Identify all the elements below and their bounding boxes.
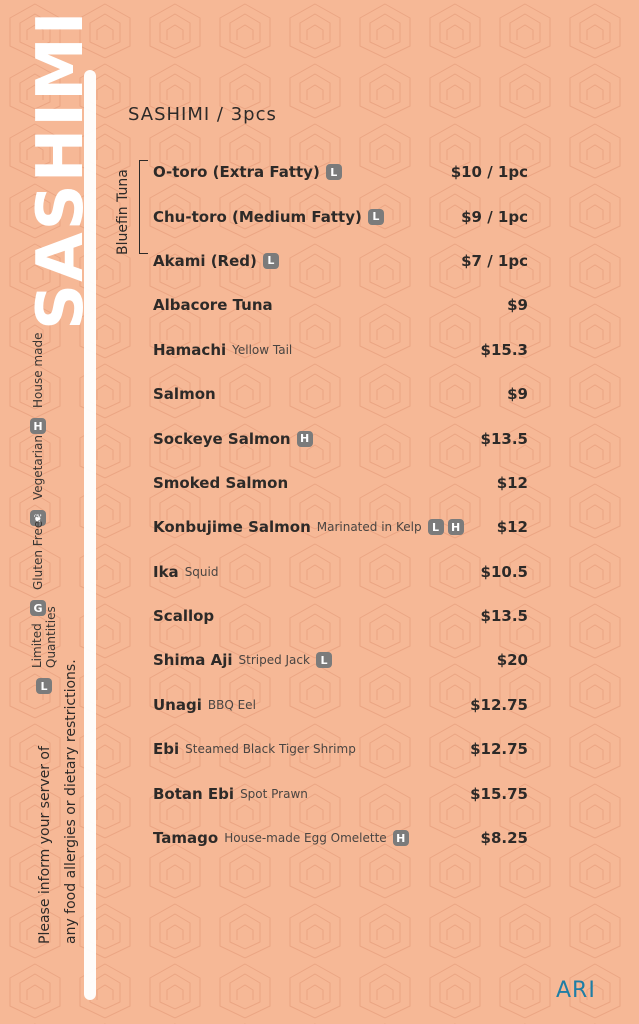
menu-item-description: Steamed Black Tiger Shrimp (185, 742, 356, 757)
bluefin-tuna-label: Bluefin Tuna (115, 169, 131, 255)
menu-item (153, 283, 528, 327)
menu-item-name: Tamago (153, 829, 219, 848)
menu-item-left (153, 163, 342, 181)
menu-item-name: Botan Ebi (153, 784, 235, 803)
menu-item (153, 461, 528, 505)
sidebar (0, 0, 100, 1024)
legend-label: Gluten Free (31, 520, 45, 590)
menu-item-name: Ika (153, 562, 179, 581)
ari-logo: ARI (556, 978, 596, 1003)
menu-item-price: $7 / 1pc (461, 251, 528, 270)
menu-item-left (153, 208, 384, 226)
menu-item-price: $9 (507, 385, 528, 404)
house-made-icon: H (393, 830, 409, 846)
menu-item-name: Sockeye Salmon (153, 429, 291, 448)
menu-item (153, 550, 528, 594)
menu-item-description: Spot Prawn (240, 786, 308, 801)
allergy-notice-line1: Please inform your server of (37, 746, 53, 944)
vegetarian-leaf-icon: ❦ (30, 510, 46, 526)
menu-item (153, 727, 528, 771)
limited-quantities-icon: L (316, 652, 332, 668)
menu-item (153, 328, 528, 372)
menu-item-left (153, 696, 256, 714)
menu-item-name: Unagi (153, 695, 202, 714)
menu-item-left (153, 785, 308, 803)
menu-item-name: Konbujime Salmon (153, 518, 311, 537)
menu-item-name: Ebi (153, 740, 180, 759)
menu-item-name: Hamachi (153, 340, 227, 359)
menu-item-left (153, 385, 216, 403)
menu-item-left (153, 341, 292, 359)
limited-quantities-icon: L (326, 164, 342, 180)
menu-item-price: $12.75 (470, 740, 528, 759)
side-title: SASHIMI (24, 9, 98, 330)
menu-item-price: $15.75 (470, 784, 528, 803)
menu-item-price: $13.5 (480, 607, 528, 626)
menu-item-price: $13.5 (480, 429, 528, 448)
menu-item-description: Squid (184, 564, 219, 579)
menu-item (153, 150, 528, 194)
legend-vegetarian (30, 435, 46, 526)
menu-item-left (153, 252, 279, 270)
menu-item-left (153, 518, 464, 536)
section-title: SASHIMI / 3pcs (128, 104, 277, 125)
house-made-icon: H (297, 431, 313, 447)
menu-item (153, 816, 528, 860)
menu-item-price: $12 (496, 473, 528, 492)
menu-item-price: $9 / 1pc (461, 207, 528, 226)
menu-item-left (153, 651, 332, 669)
menu-item-price: $8.25 (480, 829, 528, 848)
menu-item-left (153, 430, 313, 448)
legend-label: Vegetarian (31, 435, 45, 500)
menu-item (153, 416, 528, 460)
menu-item-price: $9 (507, 296, 528, 315)
menu-item-name: Albacore Tuna (153, 296, 273, 315)
menu-item-description: Yellow Tail (232, 342, 293, 357)
menu-item (153, 372, 528, 416)
menu-item (153, 638, 528, 682)
menu-item-left (153, 607, 214, 625)
menu-item-description: BBQ Eel (207, 697, 256, 712)
menu-items (153, 150, 528, 860)
menu-item-name: Akami (Red) (153, 251, 257, 270)
menu-item-left (153, 829, 409, 847)
menu-item (153, 771, 528, 815)
menu-item-price: $12 (496, 518, 528, 537)
allergy-notice (32, 659, 84, 944)
menu-item-price: $20 (496, 651, 528, 670)
limited-quantities-icon: L (263, 253, 279, 269)
gluten-free-icon: G (30, 600, 46, 616)
menu-item-name: Scallop (153, 607, 215, 626)
limited-quantities-icon: L (428, 519, 444, 535)
menu-item-name: Salmon (153, 385, 216, 404)
menu-item (153, 505, 528, 549)
menu-item (153, 239, 528, 283)
menu-item-name: O-toro (Extra Fatty) (153, 163, 320, 182)
menu-item-price: $10 / 1pc (450, 163, 528, 182)
menu-item-left (153, 740, 356, 758)
menu-item-left (153, 563, 218, 581)
legend-label: Limited Quantities (30, 606, 58, 668)
menu-item-price: $15.3 (480, 340, 528, 359)
allergy-notice-line2: any food allergies or dietary restrictions. (63, 659, 79, 944)
house-made-icon: H (30, 418, 46, 434)
menu-item-description: House-made Egg Omelette (224, 831, 387, 846)
menu-item-left (153, 296, 273, 314)
menu-item-left (153, 474, 288, 492)
menu-item-price: $10.5 (480, 562, 528, 581)
menu-item-description: Marinated in Kelp (316, 520, 422, 535)
menu-item-name: Shima Aji (153, 651, 233, 670)
house-made-icon: H (448, 519, 464, 535)
menu-item-description: Striped Jack (238, 653, 310, 668)
limited-quantities-icon: L (368, 209, 384, 225)
bluefin-tuna-bracket (139, 160, 150, 254)
legend-house-made (30, 333, 46, 434)
menu-item (153, 594, 528, 638)
menu-item (153, 683, 528, 727)
menu-item-name: Smoked Salmon (153, 473, 289, 492)
limited-quantities-icon: L (36, 678, 52, 694)
menu-item-price: $12.75 (470, 695, 528, 714)
menu-item-name: Chu-toro (Medium Fatty) (153, 207, 362, 226)
legend-label: House made (31, 332, 45, 408)
menu-item (153, 194, 528, 238)
